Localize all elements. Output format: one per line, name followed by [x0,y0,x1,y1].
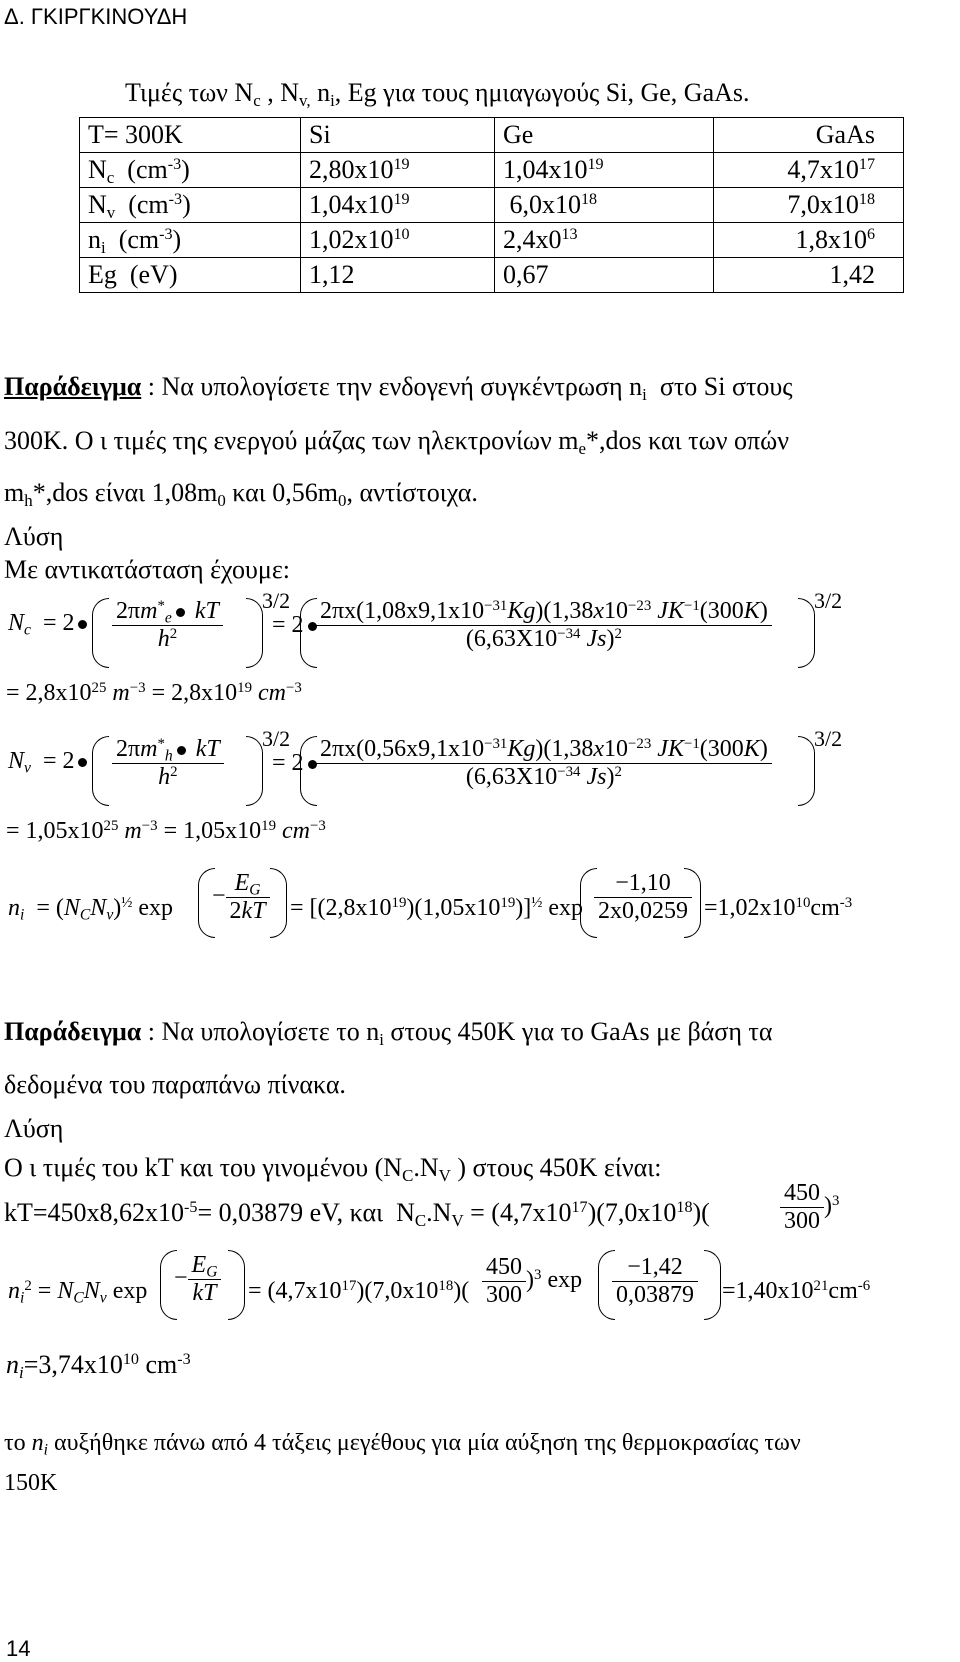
table-header-cell: Si [301,118,495,153]
nc-fraction: $\frac{2\pi m^*_e kT}{h^2}$ [112,598,223,653]
example2-line1: Παράδειγμα : Να υπολογίσετε το $n_i$ στους 450K για το GaAs με βάση τα [4,1017,773,1050]
nc-formula-lhs: $N_c = 2$ [8,610,91,637]
paren [92,598,109,668]
equals-two: = 2 [272,750,321,777]
paren [92,736,109,806]
paren [270,868,287,938]
table-cell: $4,7x10^{17}$ [714,153,904,188]
nv-result: = $1,05x10^{25}$ $m^{-3} = 1,05x10^{19}$ $cm^{-3}$ [6,817,326,844]
nc-result: = $2,8x10^{25}$ $m^{-3} = 2,8x10^{19}$ $cm^{-3}$ [6,679,302,706]
table-header-cell: Ge [495,118,714,153]
paren [300,736,317,806]
table-cell: $1,04x10^{19}$ [301,188,495,223]
conclusion-line2: 150K [4,1470,58,1496]
table-header-row [80,118,904,153]
paren [300,598,317,668]
exponent: 3/2 [814,726,843,751]
ni-numeric-fraction: $\frac{-1,10}{2x0,0259}$ [594,870,692,925]
table-cell: $2,80x10^{19}$ [301,153,495,188]
paren [228,1250,245,1320]
nv-fraction: $\frac{2\pi m^*_h kT}{h^2}$ [112,736,224,791]
ni2-formula: $n_i^2 = N_CN_v$ exp [8,1277,148,1307]
paren [798,736,815,806]
kt-line: $kT=450x8,62x10^{-5}= 0,03879$ eV, και $N_C.N_V = (4,7x10^{17})(7,0x10^{18})$( [4,1198,710,1231]
table-cell: $7,0x10^{18}$ [714,188,904,223]
exponent: 3/2 [814,588,843,613]
ni2-result: $=1,40x10^{21}cm^{-6}$ [722,1277,871,1304]
example1-line2: 300K. Ο ι τιμές της ενεργού μάζας των ηλεκτρονίων $m_e*,dos$ και των οπών [4,426,789,459]
ni2-exp-fraction: − $\frac{E_G}{kT}$ [174,1252,221,1307]
ni-numeric: = $[(2,8x10^{19})(1,05x10^{19})]^{\frac{1}{2}}$ exp [290,894,584,921]
ni2-ratio-fraction: $\frac{450}{300}$ )$^3$ exp [482,1254,582,1309]
ni-result: $=1,02x10^{10}cm^{-3}$ [704,894,853,921]
nv-formula-lhs: $N_v = 2$ [8,748,91,775]
table-row [80,258,904,293]
table-cell: $2,4x0^{13}$ [495,223,714,258]
solution-label: Λύση [4,522,64,551]
table-cell: $1,04x10^{19}$ [495,153,714,188]
table-caption: Τιμές των $N_c$ , $N_{v,}$ $n_i$, Eg για τους ημιαγωγούς Si, Ge, GaAs. [125,78,750,111]
table-header-cell: T= 300K [80,118,301,153]
table-row [80,153,904,188]
table-cell: $N_v$ $(cm^{-3})$ [80,188,301,223]
table-cell: Eg (eV) [80,258,301,293]
table-cell: 0,67 [495,258,714,293]
table-row [80,223,904,258]
example2-line2: δεδομένα του παραπάνω πίνακα. [4,1070,346,1099]
example2-line3: Ο ι τιμές του kT και του γινομένου ($N_C.N_V$ ) στους 450K είναι: [4,1153,662,1186]
exponent: 3/2 [262,588,291,613]
equals-two: = 2 [272,612,321,639]
exponent: 3/2 [262,726,291,751]
table-cell: $n_i$ $(cm^{-3})$ [80,223,301,258]
nc-numeric-fraction: $\frac{2\pi x(1,08x9,1x10^{-31}Kg)(1,38x10^{-23} JK^{-1}(300K)}{(6,63X10^{-34} Js)^2}$ [316,598,772,653]
table-cell: $N_c$ $(cm^{-3})$ [80,153,301,188]
example1-line1: Παράδειγμα : Να υπολογίσετε την ενδογενή συγκέντρωση $n_i$ στο Si στους [4,372,793,405]
page-number: 14 [6,1636,31,1661]
ni-final: $n_i=3,74x10^{10}$ $cm^{-3}$ [6,1350,191,1383]
paren [798,598,815,668]
solution-label: Λύση [4,1114,64,1143]
paren [684,868,701,938]
semiconductor-table [79,117,904,293]
example1-line3: $m_h*,dos$ είναι $1,08m_0$ και $0,56m_0$, αντίστοιχα. [4,478,478,511]
table-header-cell: GaAs [714,118,904,153]
table-cell: 1,42 [714,258,904,293]
paren [246,598,263,668]
table-cell: $1,8x10^6$ [714,223,904,258]
paren [704,1250,721,1320]
substitution-text: Με αντικατάσταση έχουμε: [4,555,290,584]
ni2-exp-numeric: $\frac{-1,42}{0,03879}$ [612,1254,698,1309]
ni-formula: $n_i = (N_CN_v)^{\frac{1}{2}}$ exp [8,894,174,924]
author-header: Δ. ΓΚΙΡΓΚΙΝΟΥΔΗ [4,4,188,29]
ni-exp-fraction: − $\frac{E_G}{2kT}$ [212,870,270,925]
ni2-numeric: = $(4,7x10^{17})(7,0x10^{18})$( [248,1277,470,1304]
conclusion-line1: το $n_i$ αυξήθηκε πάνω από 4 τάξεις μεγέθους για μία αύξηση της θερμοκρασίας των [4,1430,801,1459]
table-row [80,188,904,223]
table-cell: 1,12 [301,258,495,293]
table-cell: $1,02x10^{10}$ [301,223,495,258]
table-cell: $6,0x10^{18}$ [495,188,714,223]
temp-ratio-fraction: $\frac{450}{300}$ )$^3$ [780,1180,839,1235]
paren [246,736,263,806]
nv-numeric-fraction: $\frac{2\pi x(0,56x9,1x10^{-31}Kg)(1,38x10^{-23} JK^{-1}(300K)}{(6,63X10^{-34} Js)^2}$ [316,736,772,791]
